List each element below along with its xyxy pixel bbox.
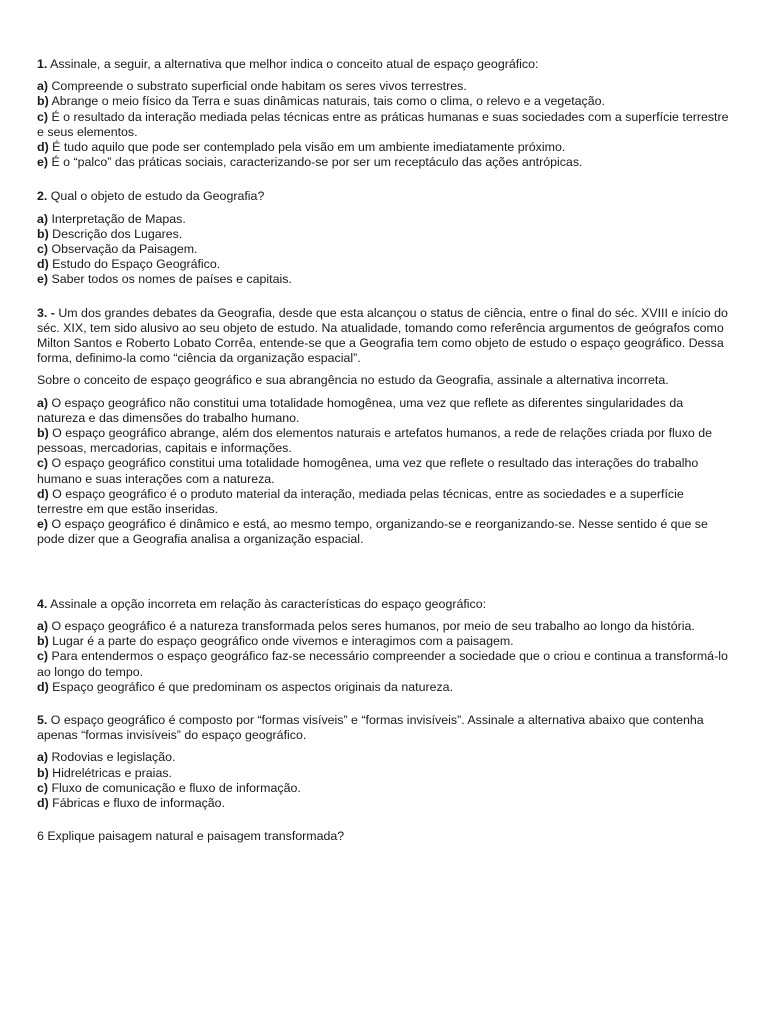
option-b	[37, 426, 732, 456]
option-a	[37, 396, 732, 426]
option-letter: c)	[37, 649, 49, 664]
question-2	[37, 189, 732, 287]
option-text: Para entendermos o espaço geográfico faz-se necessário compreender a sociedade que o criou e continua a transformá-lo ao longo do tempo.	[37, 649, 728, 679]
option-text: O espaço geográfico constitui uma totalidade homogênea, uma vez que reflete o resultado das interações do trabalho humano e suas interações com a natureza.	[37, 456, 699, 486]
option-letter: a)	[37, 395, 49, 410]
option-b	[37, 227, 732, 242]
option-text: Descrição dos Lugares.	[48, 226, 183, 241]
option-letter: c)	[37, 109, 49, 124]
options-list	[37, 750, 732, 811]
question-number: 2.	[37, 189, 48, 204]
option-text: Hidrelétricas e praias.	[48, 765, 172, 780]
options-list	[37, 79, 732, 170]
question-6	[37, 829, 732, 844]
question-5	[37, 713, 732, 811]
option-text: Fábricas e fluxo de informação.	[48, 795, 226, 810]
option-letter: a)	[37, 750, 49, 765]
option-text: Lugar é a parte do espaço geográfico onde vivemos e interagimos com a paisagem.	[48, 634, 514, 649]
question-4	[37, 597, 732, 695]
option-letter: b)	[37, 634, 49, 649]
option-text: O espaço geográfico abrange, além dos elementos naturais e artefatos humanos, a rede de relações criada por fluxo de pessoas, mercadorias, capitais e informações.	[37, 426, 713, 456]
question-1	[37, 57, 732, 170]
option-text: Abrange o meio físico da Terra e suas dinâmicas naturais, tais como o clima, o relevo e a vegetação.	[48, 94, 605, 109]
option-letter: d)	[37, 486, 49, 501]
question-number: 5.	[37, 712, 48, 727]
option-text: Compreende o substrato superficial onde habitam os seres vivos terrestres.	[48, 79, 467, 94]
options-list	[37, 619, 732, 695]
option-c	[37, 110, 732, 140]
option-letter: a)	[37, 618, 49, 633]
option-text: É o resultado da interação mediada pelas técnicas entre as práticas humanas e suas sociedades com a superfície terrestre e seus elementos.	[37, 109, 729, 139]
option-e	[37, 155, 732, 170]
option-letter: d)	[37, 679, 49, 694]
option-b	[37, 634, 732, 649]
option-letter: b)	[37, 765, 49, 780]
option-letter: b)	[37, 226, 49, 241]
question-text: Assinale, a seguir, a alternativa que melhor indica o conceito atual de espaço geográfico:	[47, 57, 539, 71]
option-letter: b)	[37, 426, 49, 441]
question-text: Qual o objeto de estudo da Geografia?	[47, 189, 265, 204]
question-text: Um dos grandes debates da Geografia, desde que esta alcançou o status de ciência, entre o final do séc. XVIII e início do séc. XIX, tem sido alusivo ao seu objeto de estudo. Na atualidade, tomando como referência argumentos de geógrafos como Milton Santos e Roberto Lobato Corrêa, entende-se que a Geografia tem como objeto de estudo o espaço geográfico. Dessa forma, definimo-la como “ciência da organização espacial”.	[37, 305, 728, 366]
option-text: O espaço geográfico é a natureza transformada pelos seres humanos, por meio de seu trabalho ao longo da história.	[48, 618, 695, 633]
option-text: É tudo aquilo que pode ser contemplado pela visão em um ambiente imediatamente próximo.	[48, 140, 566, 155]
option-a	[37, 750, 732, 765]
question-text: Assinale a opção incorreta em relação às características do espaço geográfico:	[47, 596, 487, 611]
question-text: O espaço geográfico é composto por “formas visíveis” e “formas invisíveis”. Assinale a alternativa abaixo que contenha apenas “formas invisíveis” do espaço geográfico.	[37, 712, 704, 743]
question-5-stem	[37, 713, 732, 743]
question-2-stem	[37, 189, 732, 204]
option-text: O espaço geográfico é o produto material da interação, mediada pelas técnicas, entre as sociedades e a superfície terrestre em que estão inseridas.	[37, 486, 684, 517]
option-c	[37, 649, 732, 679]
question-number: 3. -	[37, 305, 55, 320]
option-letter: a)	[37, 79, 49, 94]
option-letter: e)	[37, 517, 49, 532]
option-a	[37, 79, 732, 94]
option-text: O espaço geográfico é dinâmico e está, ao mesmo tempo, organizando-se e reorganizando-se. Nesse sentido é que se pode dizer que a Geografia analisa a organização espacial.	[37, 517, 708, 547]
question-4-stem	[37, 597, 732, 612]
option-d	[37, 140, 732, 155]
option-text: Saber todos os nomes de países e capitais.	[48, 272, 292, 287]
option-c	[37, 242, 732, 257]
option-letter: d)	[37, 257, 49, 272]
option-text: Interpretação de Mapas.	[48, 211, 186, 226]
option-text: Fluxo de comunicação e fluxo de informação.	[48, 780, 301, 795]
question-1-stem	[37, 57, 732, 72]
option-letter: d)	[37, 140, 49, 155]
question-number: 1.	[37, 57, 48, 71]
option-d	[37, 257, 732, 272]
option-c	[37, 456, 732, 486]
option-text: Observação da Paisagem.	[48, 242, 198, 257]
question-6-stem: 6 Explique paisagem natural e paisagem transformada?	[37, 829, 345, 844]
option-text: É o “palco” das práticas sociais, caracterizando-se por ser um receptáculo das ações antrópicas.	[48, 155, 583, 170]
option-d	[37, 680, 732, 695]
option-letter: c)	[37, 780, 49, 795]
option-text: O espaço geográfico não constitui uma totalidade homogênea, uma vez que reflete as diferentes singularidades da natureza e das dimensões do trabalho humano.	[37, 395, 684, 425]
option-text: Estudo do Espaço Geográfico.	[48, 257, 221, 272]
option-b	[37, 94, 732, 109]
options-list	[37, 212, 732, 288]
option-e	[37, 272, 732, 287]
option-d	[37, 796, 732, 811]
exam-page	[37, 57, 732, 844]
options-list	[37, 396, 732, 548]
option-letter: d)	[37, 795, 49, 810]
option-a	[37, 212, 732, 227]
option-letter: e)	[37, 272, 49, 287]
question-3-instruction: Sobre o conceito de espaço geográfico e sua abrangência no estudo da Geografia, assinale a alternativa incorreta.	[37, 373, 669, 388]
question-3-stem	[37, 306, 732, 367]
option-letter: c)	[37, 456, 49, 471]
option-d	[37, 487, 732, 517]
option-text: Rodovias e legislação.	[48, 750, 176, 765]
option-c	[37, 781, 732, 796]
option-b	[37, 766, 732, 781]
option-text: Espaço geográfico é que predominam os aspectos originais da natureza.	[48, 679, 454, 694]
question-number: 4.	[37, 596, 48, 611]
option-e	[37, 517, 732, 547]
option-letter: b)	[37, 94, 49, 109]
option-letter: a)	[37, 211, 49, 226]
option-a	[37, 619, 732, 634]
question-3	[37, 306, 732, 548]
option-letter: c)	[37, 242, 49, 257]
option-letter: e)	[37, 155, 49, 170]
